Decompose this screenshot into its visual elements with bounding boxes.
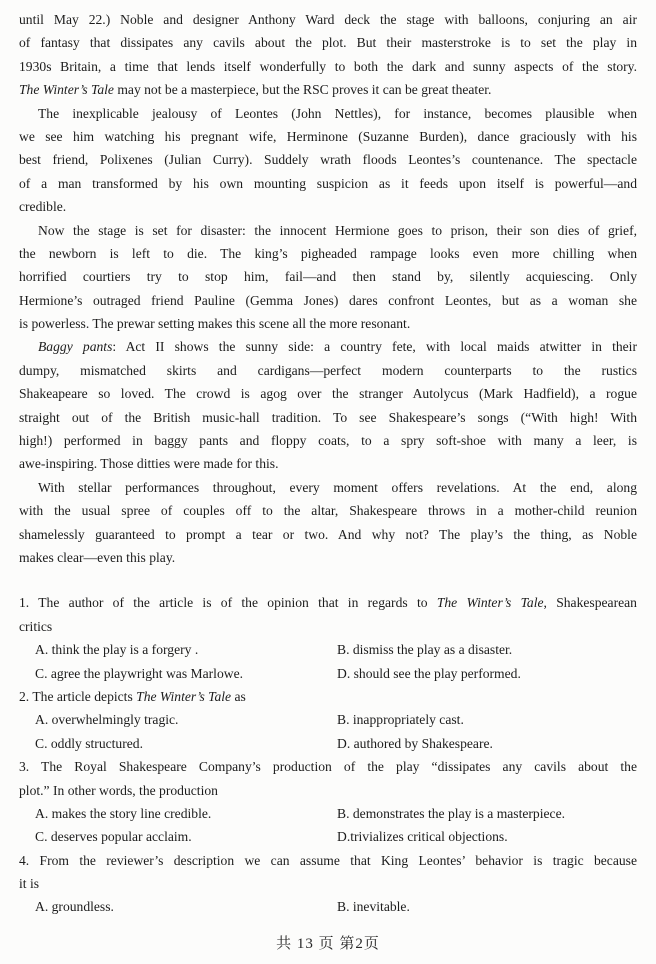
italic-text-run: The Winter’s Tale [436,595,544,611]
text-run: Now the stage is set for disaster: the innocent Hermione goes to prison, their son dies of grief, [38,222,637,238]
italic-text-run: Baggy pants [38,339,113,355]
text-run: critics [19,618,53,634]
options-row [35,662,637,685]
questions-section [19,591,637,918]
text-run: Shakeapeare so loved. The crowd is agog over the stranger Autolycus (Mark Hadfield), a rogue [19,386,637,402]
text-run: high!) performed in baggy pants and floppy coats, to a spry soft-shoe with many a leer, is [19,433,637,449]
options-list [19,708,637,755]
question-option: C. deserves popular acclaim. [35,829,192,845]
text-run: 1. The author of the article is of the opinion that in regards to [19,595,437,611]
question-option: D. should see the play performed. [337,665,521,681]
question-stem-line [19,591,637,614]
question-block [19,591,637,685]
text-run: until May 22.) Noble and designer Anthony Ward deck the stage with balloons, conjuring an air [19,12,637,27]
text-run: makes clear—even this play. [19,549,176,565]
article-line [19,523,637,546]
question-option: D. authored by Shakespeare. [337,735,493,751]
article-paragraph [19,8,637,102]
question-option: C. agree the playwright was Marlowe. [35,665,243,681]
text-run: shamelessly guaranteed to prompt a tear or two. And why not? The play’s the thing, as Noble [19,526,637,542]
text-run: is powerless. The prewar setting makes this scene all the more resonant. [19,316,411,332]
text-run: plot.” In other words, the production [19,782,218,798]
article-line [19,289,637,312]
article-line [19,219,637,242]
italic-text-run: The Winter’s Tale [19,82,114,98]
question-option: D.trivializes critical objections. [337,829,508,845]
text-run: best friend, Polixenes (Julian Curry). Suddely wrath floods Leontes’s countenance. The spectacle [19,152,637,168]
article-line [19,476,637,499]
text-run: 1930s Britain, a time that lends itself wonderfully to both the dark and sunny aspects of the story. [19,58,637,74]
article-line [19,312,637,335]
question-stem-line [19,615,637,638]
question-option: B. inevitable. [337,899,410,915]
question-option: B. inappropriately cast. [337,712,464,728]
question-stem-line [19,849,637,872]
article-line [19,8,637,31]
article-paragraph [19,476,637,570]
article-line [19,195,637,218]
article-line [19,546,637,569]
article-line [19,265,637,288]
text-run: : Act II shows the sunny side: a country fete, with local maids atwitter in their [112,339,637,355]
text-run: 4. From the reviewer’s description we can assume that King Leontes’ behavior is tragic because [19,852,637,868]
options-row [35,638,637,661]
question-option: A. think the play is a forgery . [35,642,199,658]
article-text [19,8,637,569]
text-run: of fantasy that dissipates any cavils about the plot. But their masterstroke is to set the play in [19,35,637,51]
text-run: of a man transformed by his own mounting suspicion as it feeds upon itself is powerful—and [19,175,637,191]
article-line [19,55,637,78]
text-run: Hermione’s outraged friend Pauline (Gemma Jones) dares confront Leontes, but as a woman she [19,292,637,308]
article-line [19,172,637,195]
question-option: B. demonstrates the play is a masterpiece. [337,805,566,821]
text-run: may not be a masterpiece, but the RSC proves it can be great theater. [113,82,492,98]
article-line [19,102,637,125]
options-list [19,895,637,918]
article-paragraph [19,102,637,219]
question-stem-line [19,872,637,895]
text-run: it is [19,876,40,892]
options-row [35,825,637,848]
question-stem-line [19,755,637,778]
text-run: with the usual spree of couples off to the altar, Shakespeare throws in a mother-child reunion [19,503,637,519]
question-block [19,849,637,919]
options-list [19,802,637,849]
page-indicator: 共 13 页 第2页 [276,936,380,952]
question-option: A. overwhelmingly tragic. [35,712,179,728]
question-stem-line [19,779,637,802]
article-line [19,148,637,171]
article-line [19,335,637,358]
options-list [19,638,637,685]
text-run: horrified courtiers try to stop him, fail—and then stand by, silently acquiescing. Only [19,269,637,285]
article-line [19,429,637,452]
options-row [35,895,637,918]
article-line [19,406,637,429]
text-run: dumpy, mismatched skirts and cardigans—perfect modern counterparts to the rustics [19,362,637,378]
page-footer [0,932,656,953]
article-line [19,359,637,382]
text-run: , Shakespearean [543,595,637,611]
text-run: as [231,688,246,704]
article-line [19,125,637,148]
text-run: awe-inspiring. Those ditties were made for this. [19,456,279,472]
question-option: A. makes the story line credible. [35,805,212,821]
article-line [19,382,637,405]
question-option: A. groundless. [35,899,114,915]
text-run: 3. The Royal Shakespeare Company’s production of the play “dissipates any cavils about the [19,759,637,775]
question-option: B. dismiss the play as a disaster. [337,642,513,658]
article-paragraph [19,219,637,336]
text-run: The inexplicable jealousy of Leontes (John Nettles), for instance, becomes plausible when [38,105,637,121]
options-row [35,708,637,731]
text-run: straight out of the British music-hall tradition. To see Shakespeare’s songs (“With high! With [19,409,637,425]
text-run: 2. The article depicts [19,688,137,704]
text-run: we see him watching his pregnant wife, Herminone (Suzanne Burden), dance graciously with his [19,128,637,144]
options-row [35,802,637,825]
question-stem-line [19,685,637,708]
article-paragraph [19,335,637,475]
options-row [35,732,637,755]
article-line [19,31,637,54]
article-line [19,452,637,475]
text-run: credible. [19,199,67,215]
text-run: With stellar performances throughout, every moment offers revelations. At the end, along [38,479,637,495]
article-line [19,242,637,265]
italic-text-run: The Winter’s Tale [136,688,232,704]
article-line [19,78,637,101]
question-block [19,685,637,755]
article-line [19,499,637,522]
text-run: the newborn is left to die. The king’s pigheaded rampage looks even more chilling when [19,245,637,261]
question-block [19,755,637,849]
question-option: C. oddly structured. [35,735,143,751]
